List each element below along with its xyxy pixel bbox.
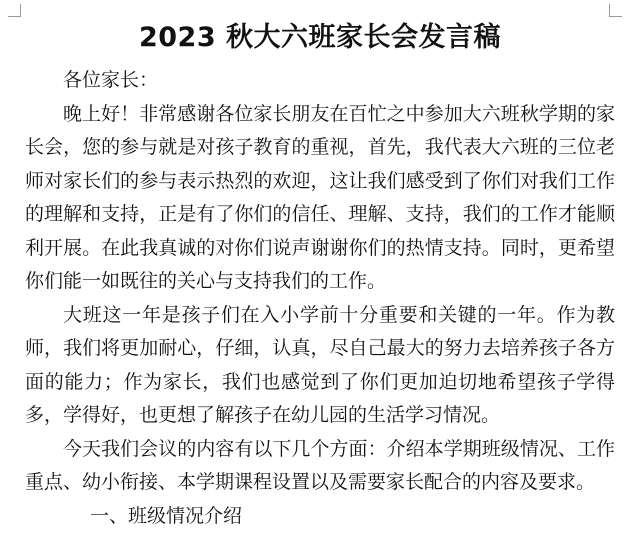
section-heading-class-introduction: 一、班级情况介绍 xyxy=(90,504,243,527)
paragraph-meeting-agenda: 今天我们会议的内容有以下几个方面：介绍本学期班级情况、工作重点、幼小衔接、本学期课程设置以及需要家长配合的内容及要求。 xyxy=(25,437,615,493)
paragraph-senior-class-year: 大班这一年是孩子们在入小学前十分重要和关键的一年。作为教师，我们将更加耐心，仔细，认真，尽自己最大的努力去培养孩子各方面的能力；作为家长，我们也感觉到了你们更加迫切地希望孩子学得多，学得好，也更想了解孩子在幼儿园的生活学习情况。 xyxy=(25,303,615,426)
document-body xyxy=(25,64,615,533)
document-title: 2023 秋大六班家长会发言稿 xyxy=(138,22,502,53)
salutation: 各位家长： xyxy=(63,69,159,91)
paragraph-greeting: 晚上好！非常感谢各位家长朋友在百忙之中参加大六班秋学期的家长会，您的参与就是对孩子教育的重视，首先，我代表大六班的三位老师对家长们的参与表示热烈的欢迎，这让我们感受到了你们对我们工作的理解和支持，正是有了你们的信任、理解、支持，我们的工作才能顺利开展。在此我真诚的对你们说声谢谢你们的热情支持。同时，更希望你们能一如既往的关心与支持我们的工作。 xyxy=(25,102,615,292)
